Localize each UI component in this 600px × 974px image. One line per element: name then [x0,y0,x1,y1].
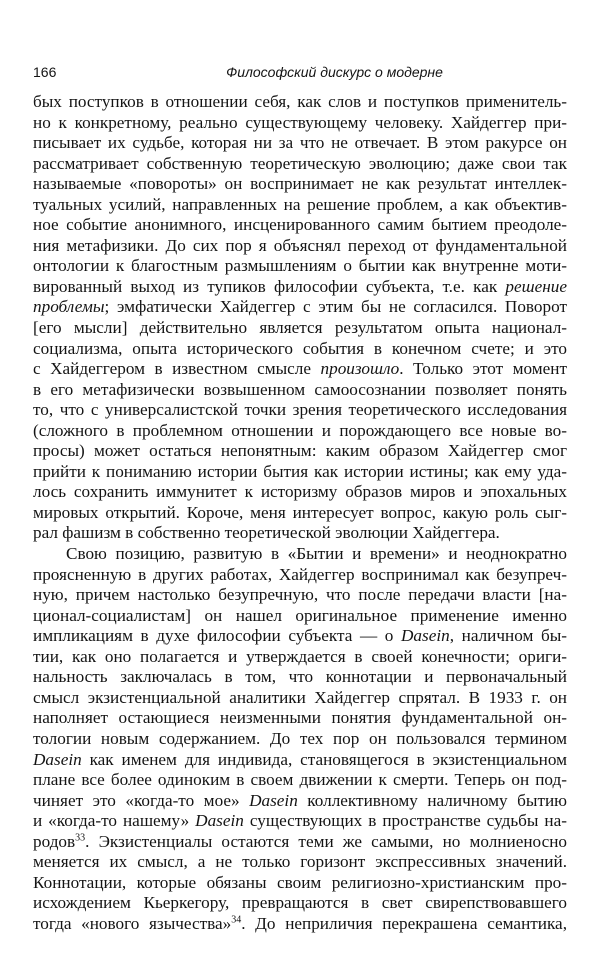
text-line [33,770,567,791]
text-segment: ную, причем настолько безупречную, что после передачи власти [на- [33,585,567,605]
text-segment: тии, как оно полагается и утверждается в своей конечности; ориги- [33,646,567,666]
text-line [33,441,567,462]
text-segment: существующих в пространстве судьбы на- [243,811,567,831]
text-line [33,318,567,339]
text-segment: ционал-социалистам] он нашел оригинальное применение именно [33,605,567,625]
text-line [33,113,567,134]
text-line [33,277,567,298]
italic-text: Dasein [401,626,450,646]
footnote-ref: 33 [75,831,86,843]
text-segment: нальность заключалась в том, что коннотации и первоначальный [33,667,567,687]
text-line [33,380,567,401]
text-line [33,585,567,606]
text-line [33,832,567,853]
text-segment: как именем для индивида, становящегося в экзистенциальном [81,749,567,769]
text-segment: родов [33,831,76,851]
text-segment: и «когда-то нашему» [33,811,196,831]
text-segment: . До неприличия перекрашена семантика, [241,913,567,933]
italic-text: Dasein [195,811,244,831]
text-segment: тологии новым содержанием. До тех пор он пользовался термином [33,728,567,748]
text-line [33,667,567,688]
text-line [33,133,567,154]
text-line [33,195,567,216]
text-line [33,750,567,771]
text-line [33,92,567,113]
text-segment: бых поступков в отношении себя, как слов и поступков применитель- [33,92,567,111]
text-line [33,647,567,668]
text-segment: (сложного в проблемном отношении и порождающего все новые во- [33,420,567,440]
text-line [33,256,567,277]
text-segment: ния метафизики. До сих пор я объяснял переход от фундаментальной [33,235,567,255]
text-line [33,729,567,750]
text-segment: , наличном бы- [449,626,567,646]
text-segment: с Хайдеггером в известном смысле [33,359,321,379]
text-segment: вированный выход из тупиков философии субъекта, т.е. как [33,276,506,296]
page-number: 166 [33,64,57,80]
text-segment: просы) может остаться непонятным: каким образом Хайдеггер смог [33,441,567,461]
text-line [33,544,567,565]
text-line [33,154,567,175]
italic-text: Dasein [33,749,82,769]
text-segment: рал фашизм в собственно теоретической эволюции Хайдеггера. [33,523,500,543]
text-line [33,606,567,627]
text-line [33,400,567,421]
text-line [33,503,567,524]
text-segment: писывает их судьбе, которая ни за что не отвечает. В этом ракурсе он [33,133,567,153]
text-line [33,708,567,729]
text-line [33,893,567,914]
text-line [33,852,567,873]
paragraph [33,544,567,934]
text-segment: тогда «нового язычества» [33,913,232,933]
text-segment: исхождением Кьеркегору, превращаются в свет свирепствовавшего [33,893,567,913]
text-segment: плане все более одиноким в своем движении к смерти. Теперь он под- [33,770,567,790]
text-segment: ное событие анонимного, инсценированного самим бытием преодоле- [33,215,567,235]
text-segment: в его метафизически возвышенном самоосознании позволяет понять [33,379,567,399]
text-segment: рассматривает собственную теоретическую эволюцию; даже свои так [33,153,567,173]
page-header [33,64,566,82]
text-line [33,523,567,544]
text-segment: онтологии к благостным размышлениям о бытии как внутренне моти- [33,256,567,276]
text-segment: мировых открытий. Короче, меня интересует вопрос, какую роль сыг- [33,502,567,522]
text-line [33,421,567,442]
text-segment: называемые «повороты» он воспринимает не как результат интеллек- [33,174,567,194]
footnote-ref: 34 [231,914,242,926]
text-segment: туальных усилий, направленных на решение проблем, а как объектив- [33,194,567,214]
text-segment: коллективному наличному бытию [297,790,567,810]
paragraph [33,92,567,544]
text-line [33,565,567,586]
italic-text: Dasein [249,790,298,810]
text-segment: то, что с универсалистской точки зрения теоретического исследования [33,400,567,420]
text-segment: лось сохранить иммунитет к историзму образов миров и эпохальных [33,482,567,502]
text-line [33,236,567,257]
text-segment: . Только этот момент [399,359,567,379]
text-line [33,174,567,195]
text-segment: меняется их смысл, а не только горизонт экспрессивных значений. [33,852,567,872]
text-segment: [его мысли] действительно является результатом опыта национал- [33,318,567,338]
text-line [33,359,567,380]
italic-text: решение [505,276,567,296]
text-segment: смысл экзистенциальной аналитики Хайдеггер спрятал. В 1933 г. он [33,687,567,707]
text-segment: наполняет остающиеся неизменными понятия фундаментальной он- [33,708,567,728]
text-segment: Свою позицию, развитую в «Бытии и времени» и неоднократно [66,544,567,564]
text-line [33,482,567,503]
text-segment: импликациям в духе философии субъекта — о [33,626,402,646]
text-segment: ; эмфатически Хайдеггер с этим бы не согласился. Поворот [104,297,567,317]
running-title: Философский дискурс о модерне [226,64,443,80]
text-line [33,339,567,360]
text-line [33,873,567,894]
text-segment: но к конкретному, реально существующему человеку. Хайдеггер при- [33,112,567,132]
text-line [33,791,567,812]
text-segment: прийти к пониманию истории бытия как истории истины; как ему уда- [33,461,567,481]
text-line [33,626,567,647]
text-segment: . Экзистенциалы остаются теми же самыми, но молниеносно [85,831,567,851]
text-line [33,297,567,318]
text-line [33,462,567,483]
italic-text: проблемы [33,297,105,317]
text-line [33,688,567,709]
text-line [33,914,567,935]
text-segment: Коннотации, которые обязаны своим религиозно-христианским про- [33,872,567,892]
italic-text: произошло [320,359,400,379]
text-segment: чиняет это «когда-то мое» [33,790,250,810]
text-segment: проясненную в других работах, Хайдеггер воспринимал как безупреч- [33,564,567,584]
text-line [33,811,567,832]
text-line [33,215,567,236]
text-segment: социализма, опыта исторического события в конечном счете; и это [33,338,567,358]
body-text [33,92,567,934]
